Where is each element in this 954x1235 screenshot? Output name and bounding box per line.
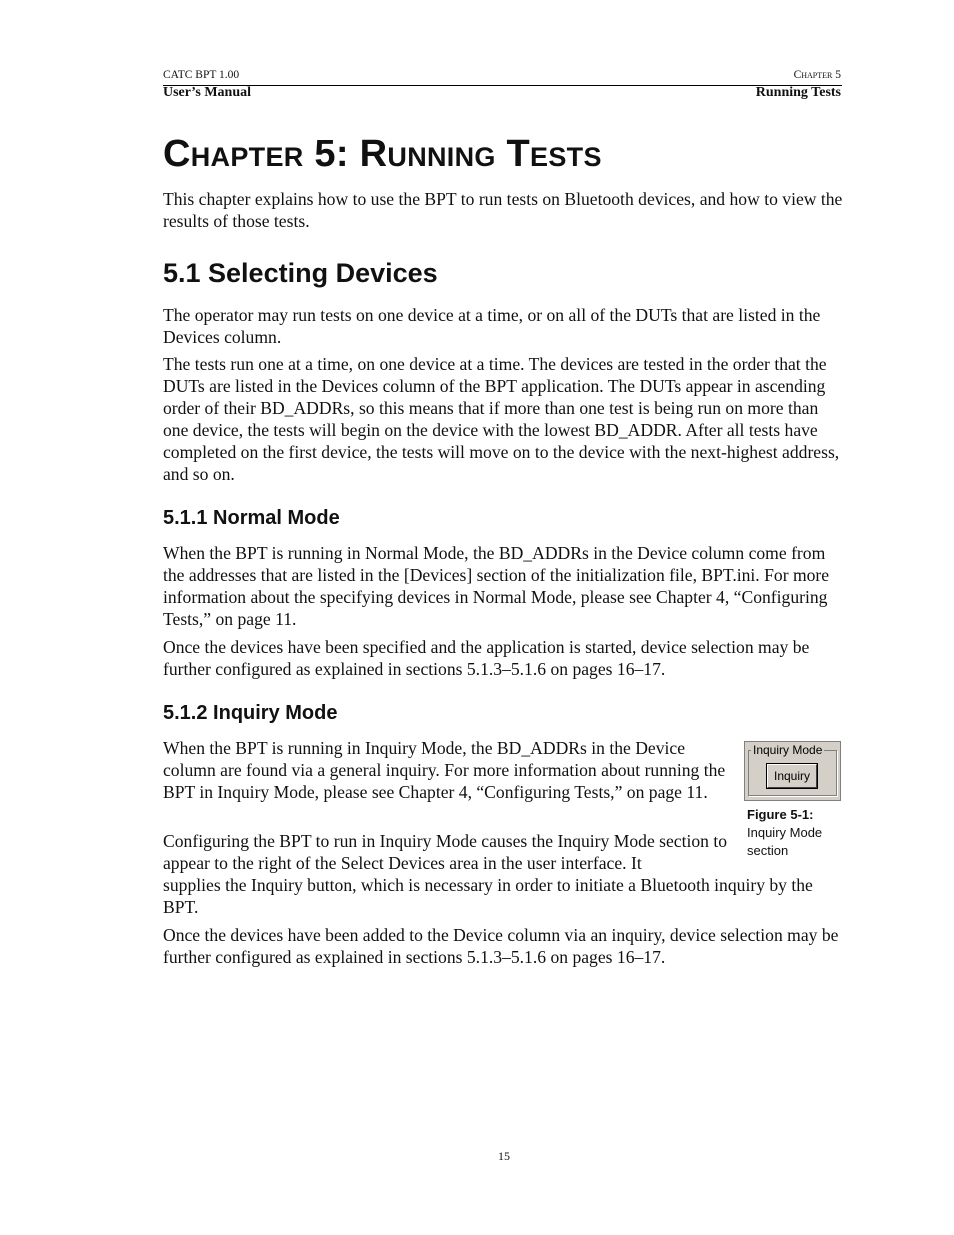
page-number: 15 bbox=[498, 1149, 510, 1163]
chapter-label: Chapter 5 bbox=[793, 69, 841, 81]
paragraph: The tests run one at a time, on one device at a time. The devices are tested in the order that the DUTs are listed in the Devices column of the BPT application. The DUTs appear in ascending order of their BD_ADDRs, so this means that if more than one test is being run on more than one device, the tests will begin on the device with the lowest BD_ADDR. After all tests have completed on the first device, the tests will move on to the device with the next-highest address, and so on. bbox=[163, 354, 840, 484]
product-version: CATC BPT 1.00 bbox=[163, 69, 240, 81]
inquiry-mode-figure bbox=[744, 741, 841, 801]
figure-caption-text: Inquiry Mode section bbox=[747, 825, 823, 858]
section-heading-5-1: 5.1 Selecting Devices bbox=[163, 258, 438, 288]
section-heading-5-1-1: 5.1.1 Normal Mode bbox=[163, 507, 340, 529]
chapter-title: Chapter 5: Running Tests bbox=[163, 133, 602, 175]
paragraph: supplies the Inquiry button, which is necessary in order to initiate a Bluetooth inquiry by the BPT. bbox=[163, 875, 813, 917]
paragraph: When the BPT is running in Normal Mode, the BD_ADDRs in the Device column come from the addresses that are listed in the [Devices] section of the initialization file, BPT.ini. For more information about the specifying devices in Normal Mode, please see Chapter 4, “Configuring Tests,” on page 11. bbox=[163, 543, 830, 629]
inquiry-button: Inquiry bbox=[767, 764, 817, 788]
running-header-right bbox=[756, 68, 841, 102]
paragraph: Configuring the BPT to run in Inquiry Mode causes the Inquiry Mode section to appear to the right of the Select Devices area in the user interface. It bbox=[163, 831, 728, 873]
paragraph: Once the devices have been specified and the application is started, device selection may be further configured as explained in sections 5.1.3–5.1.6 on pages 16–17. bbox=[163, 637, 810, 679]
paragraph: When the BPT is running in Inquiry Mode, the BD_ADDRs in the Device column are found via a general inquiry. For more information about running the BPT in Inquiry Mode, please see Chapter 4, “Configuring Tests,” on page 11. bbox=[163, 738, 726, 802]
paragraph: Once the devices have been added to the Device column via an inquiry, device selection may be further configured as explained in sections 5.1.3–5.1.6 on pages 16–17. bbox=[163, 925, 839, 967]
figure-caption bbox=[747, 806, 847, 860]
groupbox-label: Inquiry Mode bbox=[753, 743, 823, 757]
figure-caption-label: Figure 5-1: bbox=[747, 807, 814, 822]
chapter-name: Running Tests bbox=[755, 85, 841, 100]
intro-paragraph: This chapter explains how to use the BPT to run tests on Bluetooth devices, and how to view the results of those tests. bbox=[163, 189, 843, 231]
section-heading-5-1-2: 5.1.2 Inquiry Mode bbox=[163, 702, 338, 724]
header-rule bbox=[163, 85, 842, 86]
manual-title: User’s Manual bbox=[163, 85, 252, 100]
paragraph: The operator may run tests on one device at a time, or on all of the DUTs that are listed in the Devices column. bbox=[163, 305, 821, 347]
